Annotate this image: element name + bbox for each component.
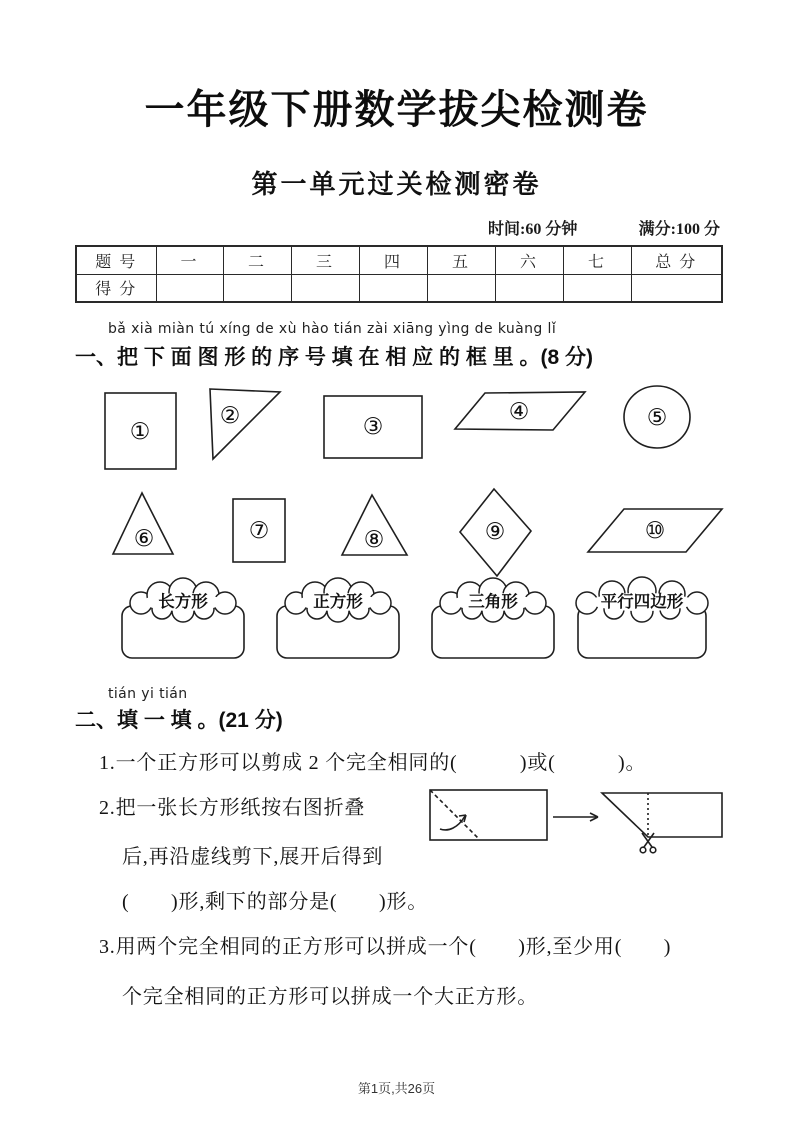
section-two-pinyin: tián yi tián [108, 686, 188, 702]
score-table-header-cell: 四 [359, 246, 427, 274]
score-table-score-row [76, 274, 722, 302]
score-row-label: 得 分 [76, 274, 156, 302]
page-subtitle: 第一单元过关检测密卷 [251, 169, 542, 199]
category-box-parallelogram [576, 577, 708, 658]
score-table-header-cell: 总 分 [631, 246, 722, 274]
page-footer: 第1页,共26页 [357, 1081, 436, 1096]
cloud-label [130, 578, 236, 622]
section-two-heading: 二、填 一 填 。(21 分) [75, 709, 283, 732]
full-score-label: 满分:100 分 [638, 221, 720, 238]
question-1: 1.一个正方形可以剪成 2 个完全相同的( )或( )。 [99, 752, 647, 774]
exam-meta [488, 216, 720, 239]
question-2-line3: ( )形,剩下的部分是( )形。 [122, 891, 429, 913]
transform-arrow-icon [553, 813, 598, 821]
shape-8-triangle [342, 495, 407, 555]
score-table-header-cell: 五 [427, 246, 495, 274]
score-cell-empty [631, 274, 722, 302]
shape-4-number: ④ [508, 399, 530, 425]
shape-3-number: ③ [362, 414, 384, 440]
shape-2-right-triangle [210, 389, 280, 459]
score-cell-empty [427, 274, 495, 302]
shape-5-circle [624, 386, 690, 448]
score-cell-empty [563, 274, 631, 302]
cloud-label [440, 578, 546, 622]
shape-1-number: ① [129, 419, 151, 445]
shape-8-number: ⑧ [363, 527, 385, 553]
question-3-line1: 3.用两个完全相同的正方形可以拼成一个( )形,至少用( ) [99, 936, 672, 958]
section-one-heading: 一、把 下 面 图 形 的 序 号 填 在 相 应 的 框 里 。(8 分) [75, 346, 594, 369]
score-table-header-cell: 三 [291, 246, 359, 274]
folded-shape [602, 793, 722, 837]
shape-10-number: ⑩ [644, 518, 666, 544]
score-table-header-cell: 六 [495, 246, 563, 274]
shape-9-diamond [460, 489, 531, 576]
fold-rect [430, 790, 547, 840]
score-table [75, 245, 723, 303]
score-table-header-cell: 七 [563, 246, 631, 274]
question-2-line1: 2.把一张长方形纸按右图折叠 [99, 797, 366, 819]
score-cell-empty [223, 274, 291, 302]
shape-5-number: ⑤ [646, 405, 668, 431]
page-title: 一年级下册数学拔尖检测卷 [144, 88, 649, 132]
fold-cut-figure [425, 785, 725, 867]
fold-line-dashed [430, 790, 478, 838]
shape-1-square [105, 393, 176, 469]
score-cell-empty [359, 274, 427, 302]
score-table-header-cell: 一 [156, 246, 223, 274]
shape-10-parallelogram [588, 509, 722, 552]
shapes-figure [80, 380, 730, 670]
shape-2-number: ② [219, 403, 241, 429]
category-box-rectangle [122, 578, 244, 658]
score-cell-empty [291, 274, 359, 302]
shape-3-rectangle [324, 396, 422, 458]
shape-7-number: ⑦ [248, 518, 270, 544]
shape-9-number: ⑨ [484, 519, 506, 545]
score-table-header-cell: 二 [223, 246, 291, 274]
shape-7-square [233, 499, 285, 562]
category-label: 正方形 [313, 592, 363, 611]
score-cell-empty [156, 274, 223, 302]
category-box-triangle [432, 578, 554, 658]
category-label: 三角形 [468, 592, 518, 611]
cloud-label [576, 577, 708, 622]
score-table-header-cell: 题 号 [76, 246, 156, 274]
category-label: 长方形 [158, 592, 208, 611]
shape-4-parallelogram [455, 392, 585, 430]
time-label: 时间:60 分钟 [488, 221, 578, 238]
section-one-pinyin: bǎ xià miàn tú xíng de xù hào tián zài xiāng yìng de kuàng lǐ [108, 321, 557, 337]
shape-6-number: ⑥ [133, 526, 155, 552]
score-cell-empty [495, 274, 563, 302]
cloud-label [285, 578, 391, 622]
category-box-square [277, 578, 399, 658]
question-3-line2: 个完全相同的正方形可以拼成一个大正方形。 [122, 986, 538, 1008]
category-label: 平行四边形 [600, 592, 684, 611]
question-2-line2: 后,再沿虚线剪下,展开后得到 [122, 846, 384, 868]
shape-6-triangle [113, 493, 173, 554]
score-table-header-row [76, 246, 722, 274]
